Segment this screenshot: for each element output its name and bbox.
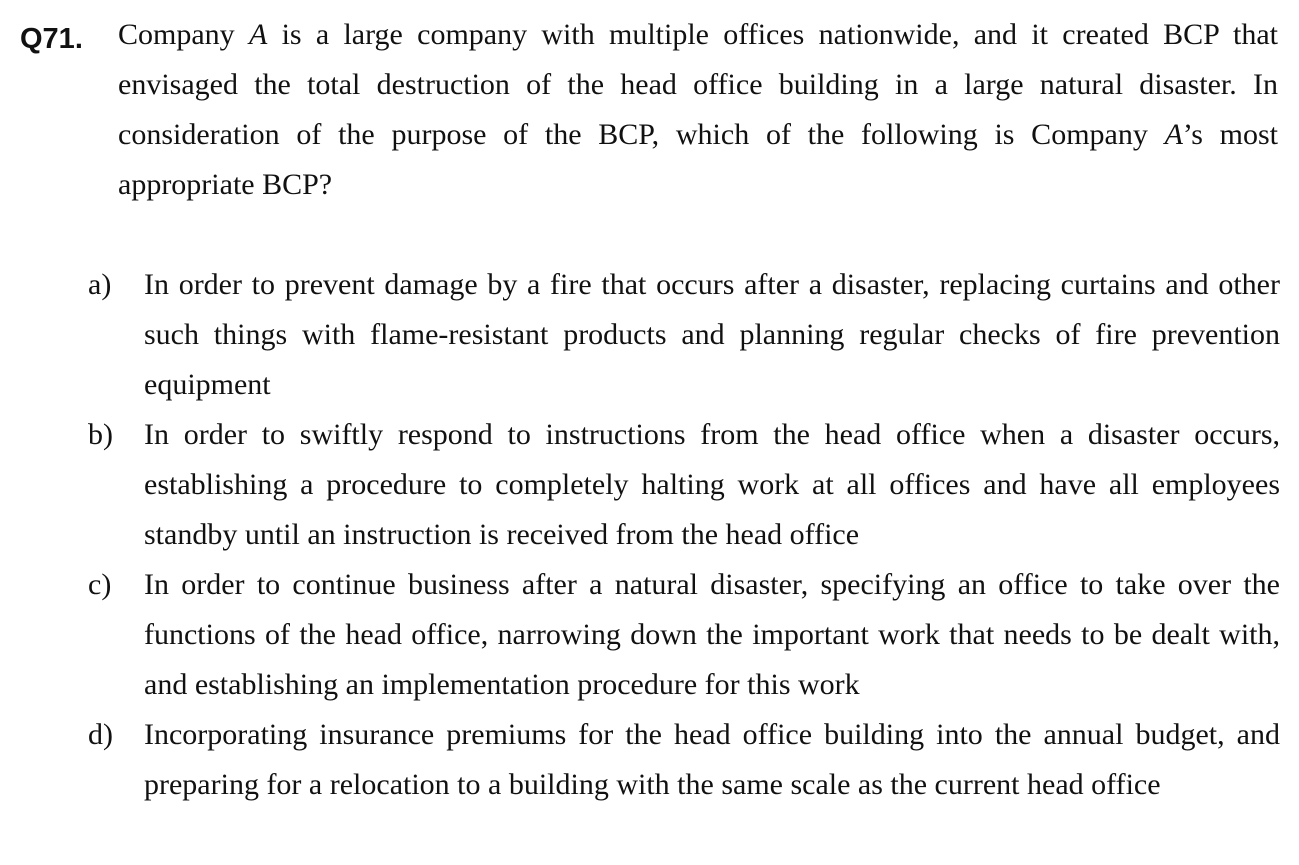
question-text-part3: ’s most appropriate BCP? <box>118 118 1278 201</box>
option-b[interactable] <box>88 410 1280 560</box>
option-text: Incorporating insurance premiums for the head office building into the annual budget, and preparing for a relocation to a building with the same scale as the current head office <box>144 718 1280 801</box>
answer-options <box>88 260 1280 810</box>
question-text <box>118 10 1278 210</box>
option-text: In order to swiftly respond to instructions from the head office when a disaster occurs, establishing a procedure to completely halting work at all offices and have all employees standby until an instruction is received from the head office <box>144 418 1280 551</box>
option-letter: d) <box>88 718 113 751</box>
option-letter: c) <box>88 568 112 601</box>
option-c[interactable] <box>88 560 1280 710</box>
option-text: In order to prevent damage by a fire that occurs after a disaster, replacing curtains and other such things with flame-resistant products and planning regular checks of fire prevention equipment <box>144 268 1280 401</box>
company-name-2: A <box>1164 118 1183 151</box>
option-d[interactable] <box>88 710 1280 810</box>
option-a[interactable] <box>88 260 1280 410</box>
option-letter: b) <box>88 418 113 451</box>
question-text-part2: is a large company with multiple offices nationwide, and it created BCP that envisaged the total destruction of the head office building in a large natural disaster. In consideration of the purpose of the BCP, which of the following is Company <box>118 18 1278 151</box>
option-text: In order to continue business after a natural disaster, specifying an office to take over the functions of the head office, narrowing down the important work that needs to be dealt with, and establishing an implementation procedure for this work <box>144 568 1280 701</box>
question-number: Q71. <box>20 23 83 55</box>
company-name: A <box>248 18 268 51</box>
question-text-part1: Company <box>118 18 249 51</box>
option-letter: a) <box>88 268 112 301</box>
